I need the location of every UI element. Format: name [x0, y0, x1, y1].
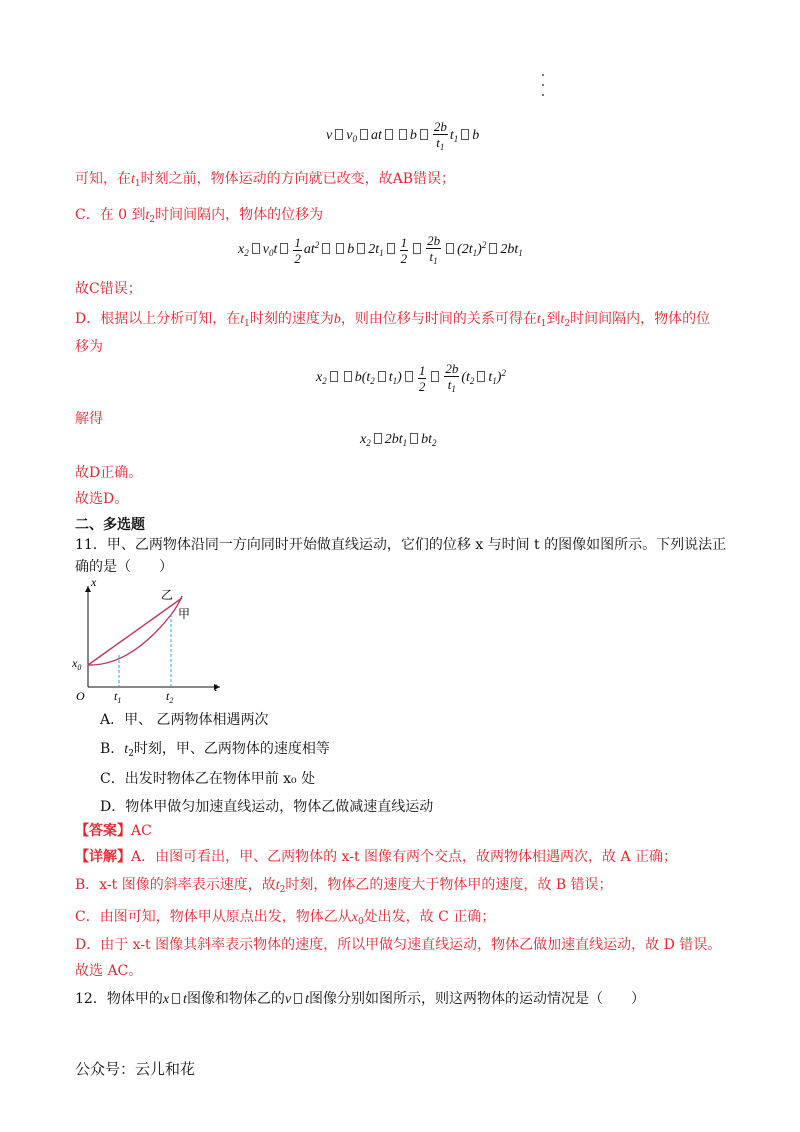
detail-c: C．由图可知，物体甲从原点出发，物体乙从$x_0$处出发，故 C 正确；	[75, 909, 496, 927]
text-line-d2: 移为	[75, 339, 103, 355]
equation-displacement-range: $x_2$ $b(t_2$ $t_1$) $\frac{1}{2}$ $\frac{2b}{t_1}$ ($t_2$ $t_1)^2$	[316, 361, 506, 394]
text-c-wrong: 故C错误；	[75, 281, 142, 297]
question-11-line1: 11．甲、乙两物体沿同一方向同时开始做直线运动，它们的位移 x 与时间 t 的图像如图所示。下列说法正	[75, 537, 727, 553]
position-time-graph	[70, 576, 230, 706]
equation-displacement-x2: $x_2$ $v_0t$ $\frac{1}{2}$ $at^2$ b $2t_1$ $\frac{1}{2}$ $\frac{2b}{t_1}$ $(2t_1)^2$ $2bt_1$	[238, 233, 523, 266]
text-solve: 解得	[75, 411, 103, 427]
detail-end: 故选 AC。	[75, 963, 143, 979]
answer-line: 【答案】AC	[75, 823, 152, 839]
equation-result: $x_2$ $2bt_1$ $bt_2$	[360, 432, 437, 448]
line-jia	[88, 598, 182, 665]
t1-label: $t_1$	[114, 689, 122, 705]
option-a: A．甲、 乙两物体相遇两次	[100, 712, 269, 728]
page-dots	[542, 74, 544, 104]
detail-a: 【详解】A．由图可看出，甲、乙两物体的 x-t 图像有两个交点，故两物体相遇两次，故 A 正确；	[75, 849, 678, 865]
text-line-d: D．根据以上分析可知，在$t_1$时刻的速度为b，则由位移与时间的关系可得在$t_1$到$t_2$时间间隔内，物体的位	[75, 311, 711, 329]
option-d: D．物体甲做匀加速直线运动，物体乙做减速直线运动	[100, 799, 434, 815]
section-heading: 二、多选题	[75, 517, 145, 533]
option-b: B．$t_2$时刻，甲、乙两物体的速度相等	[100, 741, 330, 759]
question-12: 12．物体甲的x t图像和物体乙的v t图像分别如图所示，则这两物体的运动情况是（ ）	[75, 991, 646, 1007]
label-yi: 乙	[161, 588, 174, 602]
footer-account: 公众号：云儿和花	[75, 1060, 196, 1078]
t2-label: $t_2$	[166, 689, 174, 705]
label-jia: 甲	[178, 607, 191, 621]
question-11-line2: 确的是（ ）	[75, 559, 173, 575]
option-c: C．出发时物体乙在物体甲前 x₀ 处	[100, 771, 316, 787]
text-d-correct: 故D正确。	[75, 465, 143, 481]
origin-label: O	[76, 689, 85, 703]
x-axis-label: t	[214, 680, 218, 694]
detail-d: D．由于 x-t 图像其斜率表示物体的速度，所以甲做匀速直线运动，物体乙做加速直线运动，故 D 错误。	[75, 937, 722, 953]
text-line-c: C．在 0 到$t_2$时间间隔内，物体的位移为	[75, 207, 324, 225]
detail-b: B．x-t 图像的斜率表示速度，故$t_2$时刻，物体乙的速度大于物体甲的速度，故 B 错误；	[75, 877, 613, 895]
text-line-direction: 可知，在$t_1$时刻之前，物体运动的方向就已改变，故AB错误；	[75, 171, 456, 189]
text-choose-d: 故选D。	[75, 491, 129, 507]
x0-label: $x_0$	[72, 656, 82, 672]
equation-velocity: v $v_0$ at b $\frac{2b}{t_1}$ $t_1$ b	[326, 119, 480, 152]
y-axis-label: x	[91, 576, 97, 589]
